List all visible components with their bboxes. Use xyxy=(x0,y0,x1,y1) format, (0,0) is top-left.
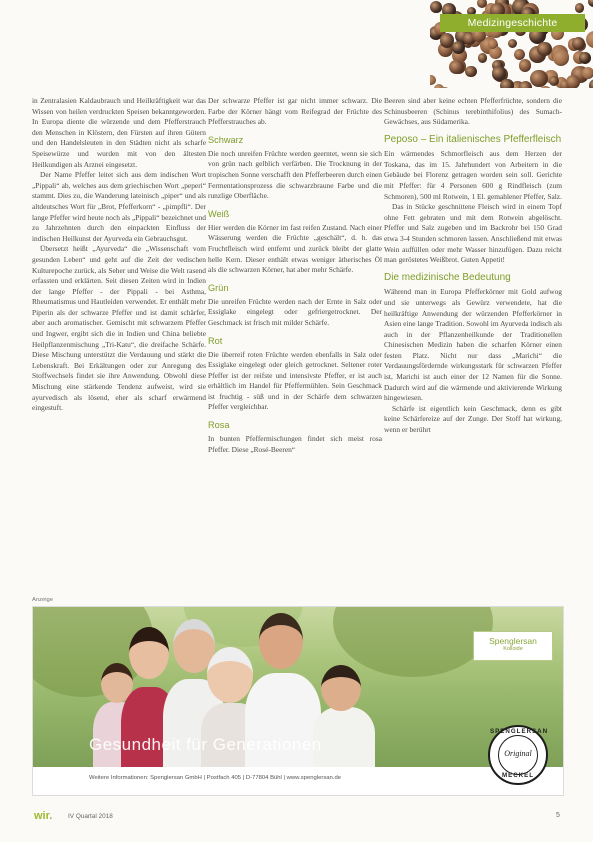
paragraph: Die unreifen Früchte werden nach der Ernte in Salz oder Essiglake eingelegt oder gefriergetrocknet. Der Geschmack ist frisch mit milder Schärfe. xyxy=(208,296,382,327)
ad-slogan: Gesundheit für Generationen xyxy=(89,735,322,754)
peppercorn xyxy=(519,59,532,72)
peppercorn xyxy=(500,79,514,88)
peppercorn xyxy=(553,49,570,66)
peppercorn xyxy=(586,31,593,48)
article-column-3 xyxy=(384,96,562,436)
ad-label: Anzeige xyxy=(32,597,53,603)
article-column-2 xyxy=(208,96,382,455)
brand-name: Spenglersan xyxy=(489,636,537,646)
peppercorn xyxy=(566,75,580,88)
ad-contact-info: Weitere Informationen: Spenglersan GmbH | Postfach 405 | D-77804 Bühl | www.spenglersan.de xyxy=(89,775,342,781)
peppercorn xyxy=(575,3,585,13)
paragraph: Ein wärmendes Schmorfleisch aus dem Herzen der Toskana, das im 15. Jahrhundert von Arbeitern in die Gebäude bei Florenz getragen worden sein soll. Gerichte mit Pfeffer: für 4 Personen 600 g Rindfleisch (zum Schmoren), 500 ml Rotwein, 1 El. gemahlener Pfeffer, Salz. xyxy=(384,149,562,201)
peppercorn xyxy=(582,67,593,79)
issue-date: IV Quartal 2018 xyxy=(68,813,113,820)
magazine-logo: wir. xyxy=(34,810,53,822)
peppercorn xyxy=(539,86,552,88)
paragraph: Schärfe ist eigentlich kein Geschmack, denn es gibt keine Schärfereize auf der Zunge. Der Stoff hat wirkung, wenn er berührt xyxy=(384,403,562,435)
subheading-rot: Rot xyxy=(208,335,223,346)
peppercorn xyxy=(537,42,551,56)
peppercorn xyxy=(488,39,497,48)
subheading-schwarz: Schwarz xyxy=(208,134,244,145)
brand-sub: Kolloide xyxy=(503,646,523,652)
peppercorn xyxy=(438,87,451,88)
peppercorn xyxy=(430,75,436,86)
paragraph: Die überreif roten Früchte werden ebenfalls in Salz oder Essiglake eingelegt oder gleich getrocknet. Seltener roter Pfeffer ist der reifste und intensivste Pfeffer, er ist auch erhältlich im Handel für Pfeffermühlen. Sein Geschmack ist fruchtig - süß und in der Schärfe dem schwarzen Pfeffer vergleichbar. xyxy=(208,349,382,412)
advertisement[interactable] xyxy=(32,606,564,796)
subheading-peposo: Peposo – Ein italienisches Pfefferfleisch xyxy=(384,133,562,145)
peppercorn xyxy=(530,70,547,87)
peppercorn xyxy=(589,79,593,88)
paragraph: In bunten Pfeffermischungen findet sich meist rosa Pfeffer. Diese „Rosé-Beeren“ xyxy=(208,434,382,454)
peppercorn xyxy=(430,1,442,13)
section-banner: Medizingeschichte xyxy=(440,14,585,32)
paragraph: Die noch unreifen Früchte werden geerntet, wenn sie sich von grün nach gelblich verfärben. Die Trocknung in der tropischen Sonne verschafft den Pfefferbeeren durch einen Fermentationsprozess die schwarzbraune Farbe und die runzlige Oberfläche. xyxy=(208,148,382,201)
brand-box xyxy=(473,631,553,661)
peppercorn xyxy=(572,37,585,50)
peppercorn xyxy=(508,39,517,48)
family-photo xyxy=(33,607,563,767)
paragraph: Übersetzt heißt „Ayurveda“ die „Wissenschaft vom gesunden Leben“ und geht auf die Zeit der vedischen Kulturepoche zurück, als Seher und Weise die Welt rasend erfassten und erklärten. Seit diesen Zeiten wird in Indien der lange Pfeffer - der Pippali - bei Asthma, Rheumatismus und Hautleiden verwendet. Er enthält mehr Piperin als der schwarze Pfeffer und ist damit schärfer, aber auch aromatischer. Gemischt mit schwarzem Pfeffer und Ingwer, ergibt sich die in Indien und China beliebte Heilpflanzenmischung „Tri-Katu“, die dreifache Schärfe. Diese Mischung unterstützt die Verdauung und stärkt die Lebenskraft. Bei Erkältungen oder zur Anregung des Stoffwechsels findet sie ihre Anwendung. Obwohl diese Mischung eine stärkende Tendenz aufweist, wird sie ayurvedisch als lösend, eher als scharf erwärmend eingestuft. xyxy=(32,244,206,413)
peppercorn xyxy=(449,60,463,74)
peppercorn xyxy=(579,52,591,64)
subheading-gruen: Grün xyxy=(208,282,229,293)
peppercorn xyxy=(478,53,487,62)
seal-logo: SPENGLERSAN Original MECKEL xyxy=(488,725,548,785)
paragraph: Beeren sind aber keine echten Pfefferfrüchte, sondern die Schinusbeeren (Schinus terebinthifolius) des Sumach-Gewächses, aus Südamerika. xyxy=(384,96,562,127)
peppercorn xyxy=(588,0,593,7)
subheading-medizin: Die medizinische Bedeutung xyxy=(384,271,511,283)
subheading-rosa: Rosa xyxy=(208,420,230,431)
peppercorn xyxy=(514,49,525,60)
peppercorn xyxy=(549,76,559,86)
paragraph: Der Name Pfeffer leitet sich aus dem indischen Wort „Pippali“ ab, welches aus dem griechischen Wort „peperi“ stammt. Dies zu, die Wanderung lateinisch „piper“ und als altdeutsches Wort für „Brot, Pfefferkorn“ - „pimpfli“. Der lange Pfeffer wird heute noch als „Pippali“ bezeichnet und zu Jahrzehnten durch den einpackten Einfluss der indischen Heilkunst der Ayurveda ein Gebrauchsgut. xyxy=(32,170,206,243)
paragraph: Hier werden die Körner im fast reifen Zustand. Nach einer Wässerung werden die Früchte „geschält“, d. h. das Fruchtfleisch wird entfernt und zurück bleibt der glatte helle Kern. Dieser enthält etwas weniger ätherisches Öl als die schwarzen Körner, hat aber mehr Schärfe. xyxy=(208,222,382,275)
paragraph: Der schwarze Pfeffer ist gar nicht immer schwarz. Die Farbe der Körner hängt vom Reifegrad der Früchte des Pfefferstrauches ab. xyxy=(208,96,382,127)
peppercorn xyxy=(465,66,476,77)
article-column-1 xyxy=(32,96,206,414)
paragraph: Während man in Europa Pfefferkörner mit Gold aufwog und sie unterwegs als Gewürz verwendete, hat die heilkräftige Anwendung der würzenden Pfefferkörner in Asien eine lange Tradition. Sowohl im Ayurveda indisch als auch in der Pflanzenheilkunde der Traditionellen Chinesischen Medizin haben die scharfen Körner einen festen Platz. Nicht nur dass „Marichi“ die Verdauungsfördernde wirkungsstark für schwarzen Pfeffer ist, Marichi ist auch einer der 12 Namen für die Sonne. Dadurch wird auf die wärmende und aktivierende Wirkung hingewiesen. xyxy=(384,287,562,403)
peppercorn xyxy=(452,41,465,54)
paragraph: in Zentralasien Kaldaubrauch und Heilkräftigkeit war das Wissen von heilen verdruckten Speisen bekanntgeworden. In Europa diente die würzende und dem Pfefferstrauch den Menschen in Klöstern, den Fürsten auf ihren Gütern und den Handelsleuten in den Städten nicht als scharfe Speisewürze und wurden mit von den ältesten Heilkundigen als Arznei eingesetzt. xyxy=(32,96,206,169)
subheading-weiss: Weiß xyxy=(208,208,230,219)
page-number: 5 xyxy=(556,812,560,819)
paragraph: Das in Stücke geschnittene Fleisch wird in einem Topf ohne Fett gebraten und mit dem Rotwein abgelöscht. Pfeffer und Salz zugeben und im Backrohr bei 150 Grad etwa 3-4 Stunden schmoren lassen. Anschließend mit etwas Wein auffüllen oder mehr Wasser hinzufügen. Dazu reicht man geröstetes Weißbrot. Guten Appetit! xyxy=(384,202,562,265)
